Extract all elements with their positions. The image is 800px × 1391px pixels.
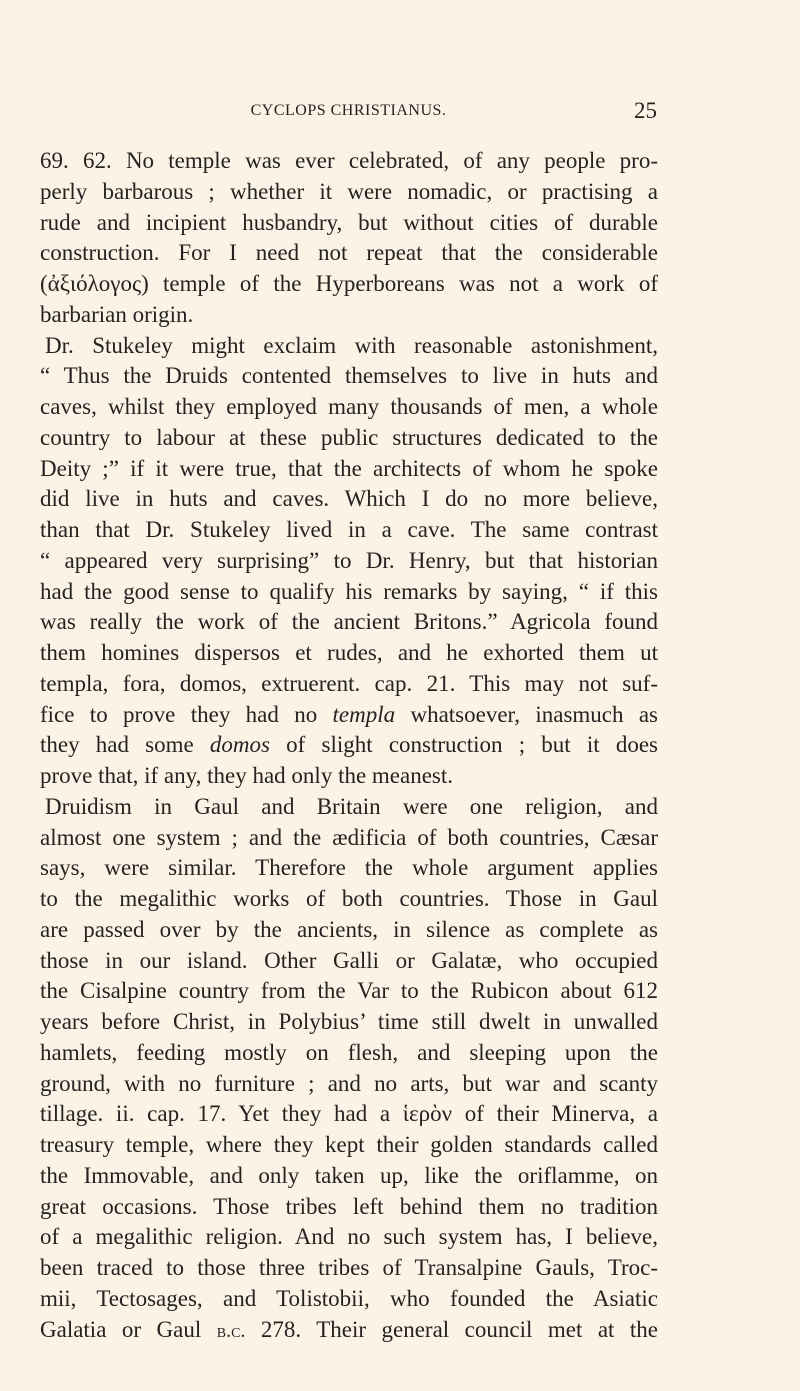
- text-segment: 278. Their general council met at the: [245, 1316, 659, 1342]
- text-line: [40, 853, 658, 884]
- text-segment: 69. 62. No temple was ever celebrated, of any people pro-: [40, 148, 658, 173]
- italic-text: templa: [332, 701, 396, 727]
- text-segment: construction. For I need not repeat that the considerable: [40, 240, 658, 266]
- text-segment: prove that, if any, they had only the meanest.: [40, 763, 454, 788]
- text-segment: Dr. Stukeley might exclaim with reasonable astonishment,: [45, 332, 658, 358]
- text-segment: rude and incipient husbandry, but without cities of durable: [40, 209, 658, 235]
- text-line: [40, 884, 658, 915]
- text-line: [40, 915, 658, 946]
- running-title: CYCLOPS CHRISTIANUS.: [250, 102, 447, 119]
- text-line: [40, 1007, 658, 1038]
- text-segment: been traced to those three tribes of Transalpine Gauls, Troc-: [40, 1255, 658, 1280]
- body-text: [40, 146, 658, 1345]
- text-segment: Galatia or Gaul: [40, 1316, 217, 1342]
- text-segment: than that Dr. Stukeley lived in a cave. The same contrast: [40, 517, 658, 542]
- text-segment: ground, with no furniture ; and no arts, but war and scanty: [40, 1070, 658, 1096]
- text-segment: was really the work of the ancient Britons.” Agricola found: [40, 609, 658, 635]
- text-line: [40, 1038, 658, 1069]
- text-segment: treasury temple, where they kept their golden standards called: [40, 1132, 658, 1157]
- text-line: [40, 976, 658, 1007]
- page-number: 25: [634, 98, 657, 123]
- text-segment: the Cisalpine country from the Var to the Rubicon about 612: [40, 978, 658, 1004]
- text-segment: did live in huts and caves. Which I do no more believe,: [40, 486, 658, 512]
- text-line: [40, 1161, 658, 1192]
- text-segment: whatsoever, inasmuch as: [395, 701, 659, 727]
- text-line: [40, 1284, 658, 1315]
- text-line: [40, 761, 658, 792]
- text-line: [40, 730, 658, 761]
- text-line: [40, 946, 658, 977]
- text-line: [40, 1069, 658, 1100]
- page-header: [40, 98, 657, 128]
- text-line: [40, 669, 658, 700]
- text-segment: Druidism in Gaul and Britain were one religion, and: [45, 793, 658, 819]
- text-line: [40, 577, 658, 608]
- text-segment: barbarian origin.: [40, 301, 194, 327]
- text-segment: caves, whilst they employed many thousands of men, a whole: [40, 394, 658, 419]
- text-line: [40, 1315, 658, 1346]
- text-segment: tillage. ii. cap. 17. Yet they had a ἱερὸν of their Minerva, a: [40, 1101, 658, 1127]
- text-segment: years before Christ, in Polybius’ time still dwelt in unwalled: [40, 1009, 658, 1034]
- text-segment: had the good sense to qualify his remarks by saying, “ if this: [40, 578, 658, 604]
- text-segment: great occasions. Those tribes left behind them no tradition: [40, 1193, 658, 1219]
- text-segment: says, were similar. Therefore the whole argument applies: [40, 855, 658, 881]
- small-caps-text: b.c.: [216, 1319, 246, 1342]
- text-line: [40, 331, 658, 362]
- text-segment: (ἀξιόλογος) temple of the Hyperboreans was not a work of: [40, 271, 658, 296]
- text-segment: hamlets, feeding mostly on flesh, and sleeping upon the: [40, 1039, 658, 1065]
- text-line: [40, 423, 658, 454]
- text-line: [40, 1192, 658, 1223]
- text-line: [40, 146, 658, 177]
- text-line: [40, 484, 658, 515]
- text-segment: perly barbarous ; whether it were nomadic, or practising a: [40, 178, 658, 204]
- text-line: [40, 1099, 658, 1130]
- text-segment: those in our island. Other Galli or Galatæ, who occupied: [40, 947, 658, 973]
- text-line: [40, 208, 658, 239]
- italic-text: domos: [209, 732, 270, 758]
- text-line: [40, 177, 658, 208]
- text-segment: fice to prove they had no: [40, 701, 333, 727]
- text-segment: of slight construction ; but it does: [269, 732, 658, 758]
- text-segment: “ Thus the Druids contented themselves to live in huts and: [40, 363, 658, 389]
- text-line: [40, 269, 658, 300]
- text-line: [40, 607, 658, 638]
- text-segment: Deity ;” if it were true, that the architects of whom he spoke: [40, 455, 658, 481]
- text-line: [40, 454, 658, 485]
- text-segment: mii, Tectosages, and Tolistobii, who founded the Asiatic: [40, 1285, 658, 1311]
- text-line: [40, 300, 658, 331]
- text-segment: they had some: [40, 732, 210, 758]
- text-line: [40, 1130, 658, 1161]
- text-line: [40, 392, 658, 423]
- text-line: [40, 361, 658, 392]
- text-line: [40, 823, 658, 854]
- text-line: [40, 638, 658, 669]
- text-segment: country to labour at these public structures dedicated to the: [40, 424, 658, 450]
- text-line: [40, 1253, 658, 1284]
- text-segment: almost one system ; and the ædificia of both countries, Cæsar: [40, 824, 658, 850]
- text-segment: them homines dispersos et rudes, and he exhorted them ut: [40, 640, 658, 665]
- text-segment: are passed over by the ancients, in silence as complete as: [40, 916, 658, 942]
- text-line: [40, 792, 658, 823]
- text-segment: the Immovable, and only taken up, like the oriflamme, on: [40, 1162, 658, 1188]
- text-segment: “ appeared very surprising” to Dr. Henry, but that historian: [40, 547, 658, 573]
- text-segment: of a megalithic religion. And no such system has, I believe,: [40, 1224, 658, 1250]
- text-line: [40, 238, 658, 269]
- text-line: [40, 700, 658, 731]
- text-line: [40, 515, 658, 546]
- text-segment: to the megalithic works of both countries. Those in Gaul: [40, 886, 658, 911]
- text-line: [40, 546, 658, 577]
- text-line: [40, 1222, 658, 1253]
- text-segment: templa, fora, domos, extruerent. cap. 21. This may not suf-: [40, 670, 658, 696]
